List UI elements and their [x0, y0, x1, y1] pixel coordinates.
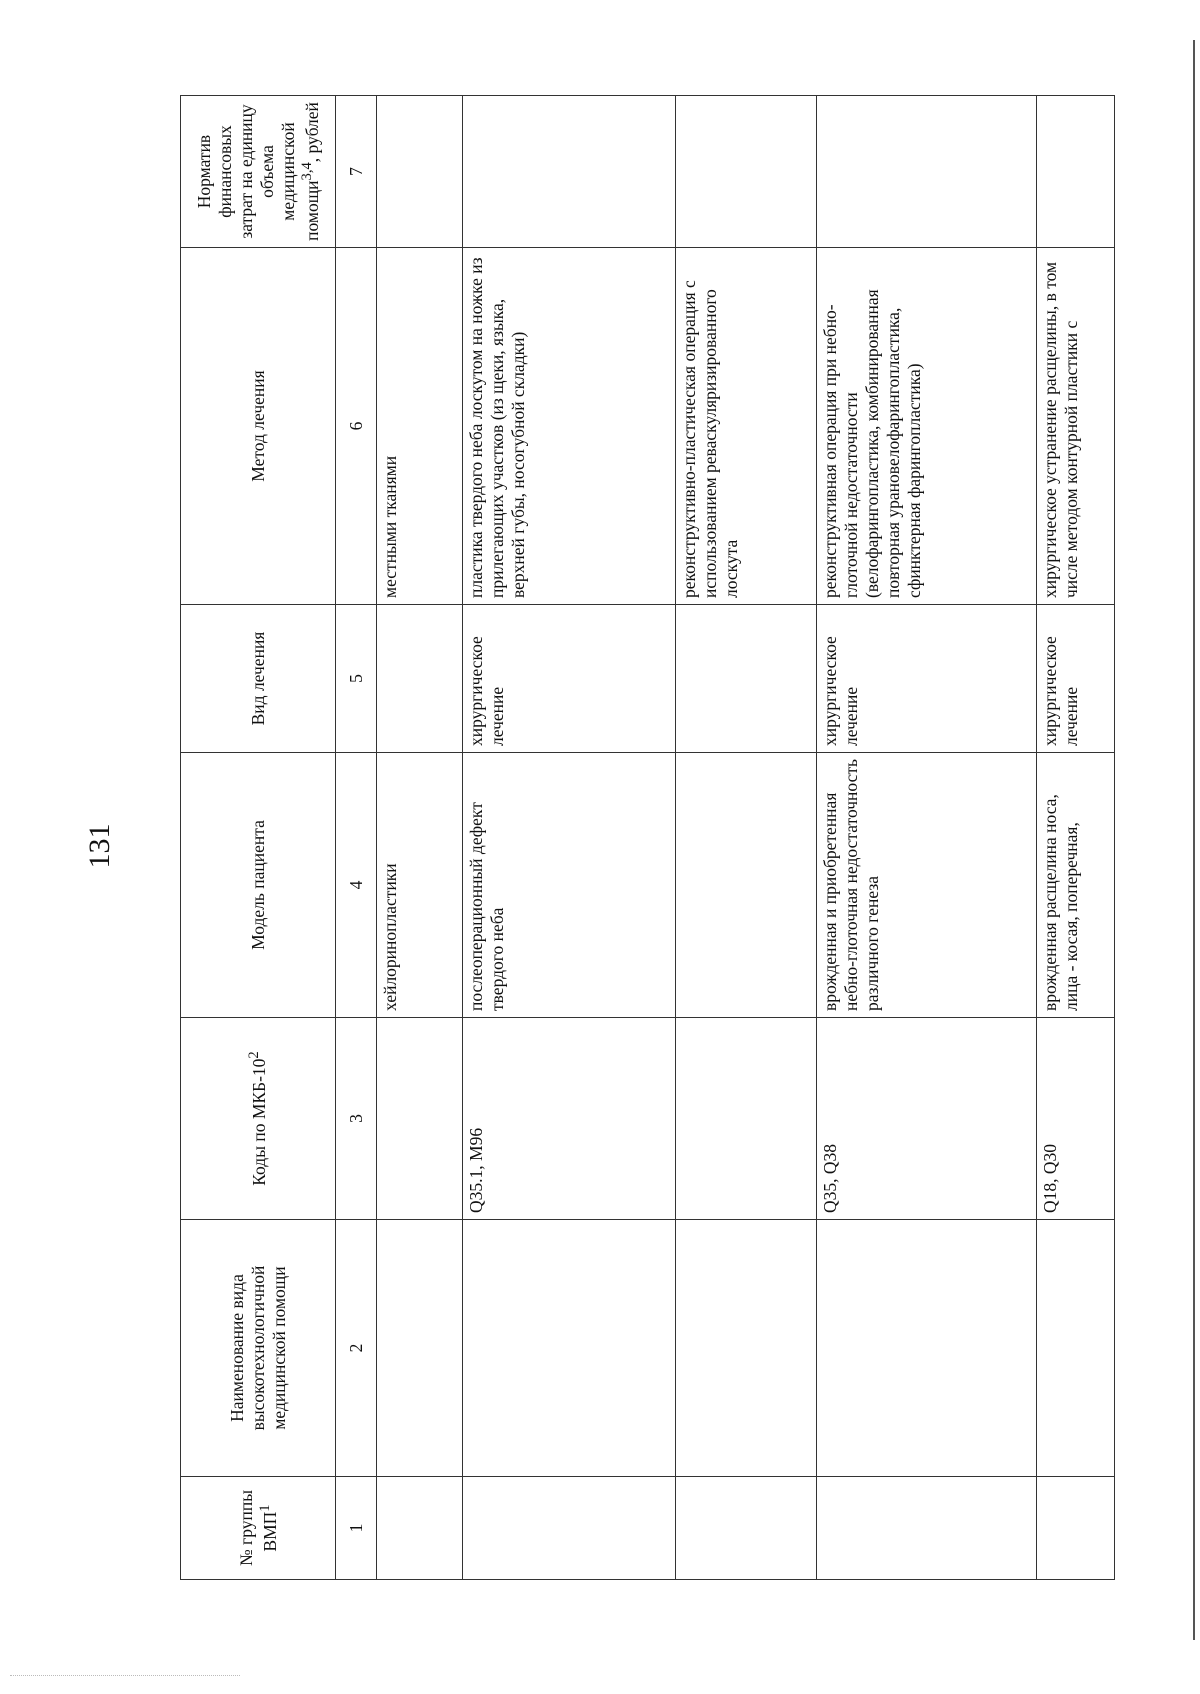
cell-method: реконструктивно-пластическая операция с использованием реваскуляризированного лоскута: [675, 248, 817, 605]
column-number: 5: [336, 605, 377, 753]
cell-kind: хирургическое лечение: [462, 605, 675, 753]
header-care-type-name: Наименование вида высокотехнологичной медицинской помощи: [181, 1220, 336, 1477]
column-number-row: [336, 96, 377, 1580]
column-number: 7: [336, 96, 377, 248]
cell-model: врожденная расщелина носа, лица - косая, поперечная,: [1037, 753, 1115, 1018]
cell-codes: Q18, Q30: [1037, 1018, 1115, 1220]
column-number: 3: [336, 1018, 377, 1220]
header-cost-norm: Норматив финансовых затрат на единицу объема медицинской помощи$^{3,4}$, рублей: [181, 96, 336, 248]
cell-norm: [462, 96, 675, 248]
cell-name: [462, 1220, 675, 1477]
cell-group: [377, 1477, 463, 1580]
cell-norm: [817, 96, 1037, 248]
cell-codes: [675, 1018, 817, 1220]
column-number: 4: [336, 753, 377, 1018]
page-number: 131: [83, 823, 116, 869]
cell-norm: [1037, 96, 1115, 248]
cell-kind: хирургическое лечение: [1037, 605, 1115, 753]
cell-method: местными тканями: [377, 248, 463, 605]
cell-model: [675, 753, 817, 1018]
cell-group: [462, 1477, 675, 1580]
cell-name: [1037, 1220, 1115, 1477]
cell-codes: Q35.1, M96: [462, 1018, 675, 1220]
column-number: 6: [336, 248, 377, 605]
cell-norm: [377, 96, 463, 248]
scan-edge-line: [1193, 40, 1195, 1640]
cell-codes: [377, 1018, 463, 1220]
cell-group: [675, 1477, 817, 1580]
header-patient-model: Модель пациента: [181, 753, 336, 1018]
header-treatment-method: Метод лечения: [181, 248, 336, 605]
cell-method: пластика твердого неба лоскутом на ножке из прилегающих участков (из щеки, языка, верхней губы, носогубной складки): [462, 248, 675, 605]
header-icd-codes: Коды по МКБ-$10^2$: [181, 1018, 336, 1220]
rotated-table-container: [180, 96, 1115, 1580]
cell-method: хирургическое устранение расщелины, в том числе методом контурной пластики с: [1037, 248, 1115, 605]
cell-kind: хирургическое лечение: [817, 605, 1037, 753]
scan-footer-mark: [10, 1675, 240, 1677]
table-row: [377, 96, 463, 1580]
cell-name: [675, 1220, 817, 1477]
table-row: [462, 96, 675, 1580]
cell-name: [817, 1220, 1037, 1477]
header-treatment-kind: Вид лечения: [181, 605, 336, 753]
cell-method: реконструктивная операция при небно-глоточной недостаточности (велофарингопластика, комбинированная повторная урановелофарингопластика, сфинктерная фарингопластика): [817, 248, 1037, 605]
cell-name: [377, 1220, 463, 1477]
cell-kind: [675, 605, 817, 753]
table-row: [1037, 96, 1115, 1580]
cell-norm: [675, 96, 817, 248]
table-row: [817, 96, 1037, 1580]
column-number: 1: [336, 1477, 377, 1580]
cell-model: врожденная и приобретенная небно-глоточная недостаточность различного генеза: [817, 753, 1037, 1018]
cell-codes: Q35, Q38: [817, 1018, 1037, 1220]
table-row: [675, 96, 817, 1580]
cell-model: хейлоринопластики: [377, 753, 463, 1018]
cell-model: послеоперационный дефект твердого неба: [462, 753, 675, 1018]
column-number: 2: [336, 1220, 377, 1477]
cell-kind: [377, 605, 463, 753]
header-group-number: № группы ВМП$^1$: [181, 1477, 336, 1580]
vmp-table: [180, 95, 1115, 1580]
cell-group: [1037, 1477, 1115, 1580]
cell-group: [817, 1477, 1037, 1580]
